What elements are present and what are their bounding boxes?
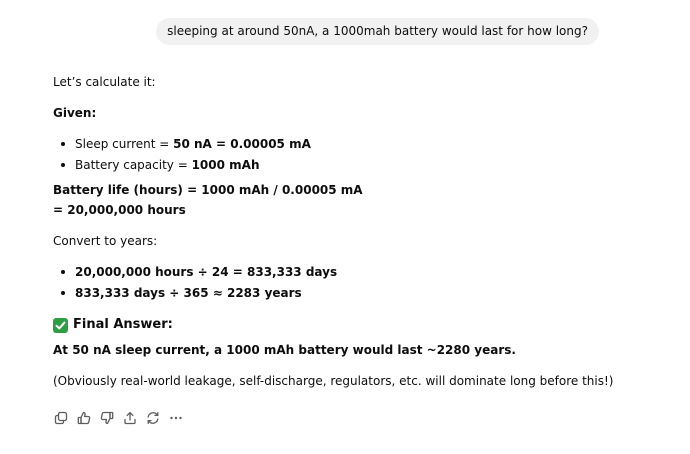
copy-button[interactable] (53, 410, 69, 426)
thumbs-down-button[interactable] (99, 410, 115, 426)
battery-life-result: = 20,000,000 hours (53, 203, 186, 217)
thumbs-up-icon (77, 411, 91, 425)
check-mark-icon (53, 318, 68, 333)
more-icon (169, 411, 183, 425)
given-item-label: Sleep current = (75, 137, 174, 151)
convert-item-text: 20,000,000 hours ÷ 24 = 833,333 days (75, 265, 338, 279)
list-item (53, 262, 337, 283)
battery-life-formula: Battery life (hours) = 1000 mAh / 0.00005 mA (53, 183, 363, 197)
given-item-label: Battery capacity = (75, 158, 192, 172)
final-answer-text: At 50 nA sleep current, a 1000 mAh battery would last ~2280 years. (53, 343, 516, 357)
bullet-icon (61, 163, 65, 167)
list-item (53, 134, 311, 155)
bullet-icon (61, 142, 65, 146)
given-heading: Given: (53, 106, 97, 120)
more-options-button[interactable] (168, 410, 184, 426)
convert-list (53, 262, 337, 304)
copy-icon (54, 411, 68, 425)
bullet-icon (61, 291, 65, 295)
list-item (53, 283, 337, 304)
user-message-bubble: sleeping at around 50nA, a 1000mah battery would last for how long? (156, 18, 599, 45)
thumbs-down-icon (100, 411, 114, 425)
list-item (53, 155, 311, 176)
regenerate-button[interactable] (145, 410, 161, 426)
regenerate-icon (146, 411, 160, 425)
given-item-value: 1000 mAh (191, 158, 260, 172)
message-actions (53, 410, 184, 426)
intro-text: Let’s calculate it: (53, 75, 156, 89)
convert-item-text: 833,333 days ÷ 365 ≈ 2283 years (75, 286, 302, 300)
share-button[interactable] (122, 410, 138, 426)
final-answer-heading-text: Final Answer: (73, 317, 173, 332)
thumbs-up-button[interactable] (76, 410, 92, 426)
convert-label: Convert to years: (53, 234, 158, 248)
bullet-icon (61, 270, 65, 274)
given-list (53, 134, 311, 176)
final-answer-heading (53, 315, 173, 335)
share-icon (123, 411, 137, 425)
given-item-value: 50 nA = 0.00005 mA (173, 137, 311, 151)
caveat-note: (Obviously real-world leakage, self-discharge, regulators, etc. will dominate long before this!) (53, 374, 614, 388)
